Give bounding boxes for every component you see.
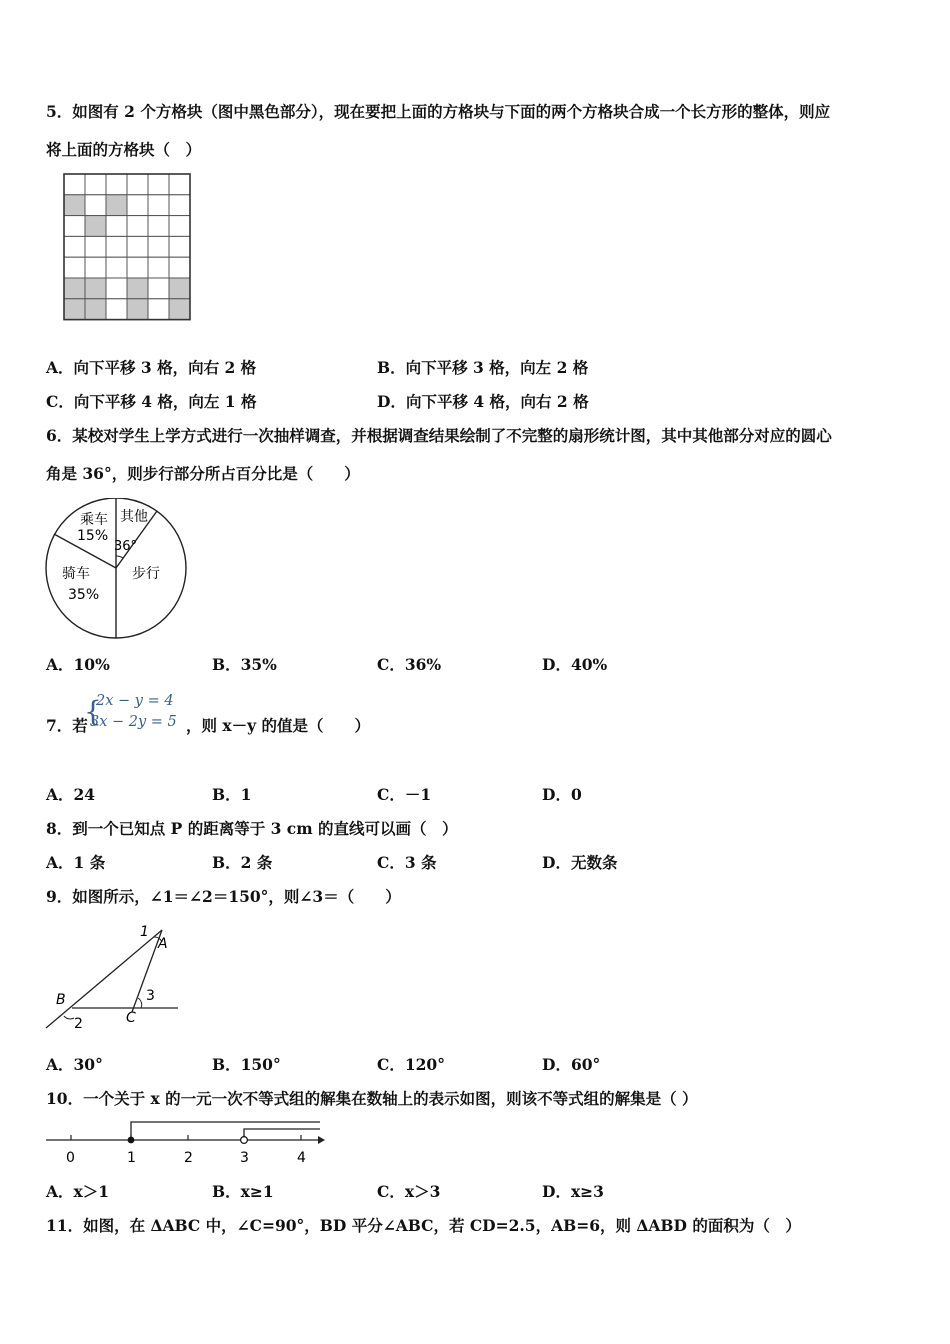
grid-cell-filled [85, 216, 106, 237]
pie-percent-bike: 35% [68, 587, 100, 603]
q7-option-b[interactable]: B．1 [212, 785, 252, 804]
grid-cell [106, 257, 127, 278]
q10-option-d[interactable]: D．x≥3 [542, 1182, 604, 1201]
q5-stem-line1: 5．如图有 2 个方格块（图中黑色部分），现在要把上面的方格块与下面的两个方格块合成一个长方形的整体，则应 [46, 102, 831, 121]
q8-option-d[interactable]: D．无数条 [542, 853, 618, 872]
q9-option-a[interactable]: A．30° [46, 1055, 103, 1074]
grid-cell [169, 216, 190, 237]
grid-cell [127, 257, 148, 278]
grid-cell [106, 236, 127, 257]
pie-label-walk: 步行 [132, 566, 160, 582]
q10-option-c[interactable]: C．x＞3 [377, 1182, 441, 1201]
pie-angle-label: 36° [114, 539, 138, 554]
grid-cell-filled [64, 299, 85, 320]
q5-option-b[interactable]: B．向下平移 3 格，向左 2 格 [377, 358, 589, 377]
grid-cell [148, 257, 169, 278]
q8-option-a[interactable]: A．1 条 [46, 853, 106, 872]
q6-stem-line1: 6．某校对学生上学方式进行一次抽样调查，并根据调查结果绘制了不完整的扇形统计图，其中其他部分对应的圆心 [46, 426, 832, 445]
q6-option-c[interactable]: C．36% [377, 655, 442, 674]
q6-option-d[interactable]: D．40% [542, 655, 608, 674]
q9-label-3: 3 [146, 988, 155, 1004]
grid-cell [148, 216, 169, 237]
grid-cell [169, 174, 190, 195]
grid-cell [148, 278, 169, 299]
q11-stem: 11．如图，在 ΔABC 中，∠C=90°，BD 平分∠ABC，若 CD=2.5，AB=6，则 ΔABD 的面积为（ ） [46, 1216, 801, 1235]
grid-cell-filled [127, 278, 148, 299]
axis-tick-1: 1 [127, 1150, 136, 1166]
grid-cell-filled [169, 278, 190, 299]
q7-equation-system [84, 692, 184, 736]
grid-cell [148, 236, 169, 257]
axis-tick-0: 0 [66, 1150, 75, 1166]
grid-cell [148, 299, 169, 320]
grid-cell [64, 174, 85, 195]
q5-stem-line2: 将上面的方格块（ ） [46, 140, 202, 159]
grid-cell-filled [85, 299, 106, 320]
axis-tick-2: 2 [184, 1150, 193, 1166]
left-brace-icon: { [84, 695, 102, 728]
q7-option-d[interactable]: D．0 [542, 785, 582, 804]
q7-option-c[interactable]: C．－1 [377, 785, 432, 804]
axis-tick-3: 3 [240, 1150, 249, 1166]
q9-label-1: 1 [140, 924, 149, 940]
grid-cell [169, 195, 190, 216]
grid-cell [106, 299, 127, 320]
q7-option-a[interactable]: A．24 [46, 785, 96, 804]
grid-cell [169, 257, 190, 278]
grid-cell [106, 278, 127, 299]
grid-cell [64, 216, 85, 237]
q7-equation-2: 3x − 2y = 5 [90, 714, 177, 730]
pie-label-other: 其他 [120, 509, 148, 525]
grid-cell [64, 236, 85, 257]
q5-option-d[interactable]: D．向下平移 4 格，向右 2 格 [377, 392, 589, 411]
grid-cell [85, 236, 106, 257]
q5-grid-figure [62, 172, 194, 322]
q10-option-a[interactable]: A．x＞1 [46, 1182, 110, 1201]
grid-cell [148, 195, 169, 216]
q7-prefix: 7．若 [46, 716, 88, 735]
grid-cell [169, 236, 190, 257]
q9-stem: 9．如图所示，∠1＝∠2＝150°，则∠3＝（ ） [46, 887, 401, 906]
grid-cell [127, 174, 148, 195]
grid-cell [85, 174, 106, 195]
grid-cell [127, 216, 148, 237]
q9-label-a: A [158, 936, 168, 952]
grid-cell [148, 174, 169, 195]
q10-option-b[interactable]: B．x≥1 [212, 1182, 274, 1201]
q9-angle-figure [44, 920, 180, 1035]
grid-cell [85, 257, 106, 278]
grid-cell [127, 236, 148, 257]
q6-stem-line2: 角是 36°，则步行部分所占百分比是（ ） [46, 464, 360, 483]
q5-option-c[interactable]: C．向下平移 4 格，向左 1 格 [46, 392, 257, 411]
q9-option-d[interactable]: D．60° [542, 1055, 601, 1074]
q5-option-a[interactable]: A．向下平移 3 格，向右 2 格 [46, 358, 257, 377]
q10-stem: 10．一个关于 x 的一元一次不等式组的解集在数轴上的表示如图，则该不等式组的解集是（ ） [46, 1089, 698, 1108]
grid-cell [127, 195, 148, 216]
grid-cell [106, 216, 127, 237]
q8-option-b[interactable]: B．2 条 [212, 853, 273, 872]
closed-dot-icon [128, 1137, 135, 1144]
q10-number-line [44, 1118, 326, 1168]
q6-pie-chart [44, 498, 190, 642]
grid-cell [106, 174, 127, 195]
q8-stem: 8．到一个已知点 P 的距离等于 3 cm 的直线可以画（ ） [46, 819, 458, 838]
axis-tick-4: 4 [297, 1150, 306, 1166]
q9-label-c: C [126, 1010, 136, 1026]
open-dot-icon [241, 1137, 248, 1144]
grid-cell-filled [64, 278, 85, 299]
pie-label-bike: 骑车 [62, 566, 90, 582]
grid-cell-filled [127, 299, 148, 320]
q7-equation-1: 2x − y = 4 [96, 693, 174, 709]
grid-cell-filled [64, 195, 85, 216]
grid-cell-filled [85, 278, 106, 299]
q9-label-b: B [56, 992, 66, 1008]
pie-label-ride: 乘车 [80, 512, 108, 528]
grid-cell-filled [169, 299, 190, 320]
q9-option-b[interactable]: B．150° [212, 1055, 281, 1074]
grid-cell [85, 195, 106, 216]
q6-option-b[interactable]: B．35% [212, 655, 277, 674]
grid-cell [64, 257, 85, 278]
q9-label-2: 2 [74, 1016, 83, 1032]
q6-option-a[interactable]: A．10% [46, 655, 110, 674]
grid-cell-filled [106, 195, 127, 216]
pie-percent-ride: 15% [77, 528, 109, 544]
q9-option-c[interactable]: C．120° [377, 1055, 445, 1074]
q8-option-c[interactable]: C．3 条 [377, 853, 437, 872]
q7-suffix: ，则 x－y 的值是（ ） [186, 716, 371, 735]
